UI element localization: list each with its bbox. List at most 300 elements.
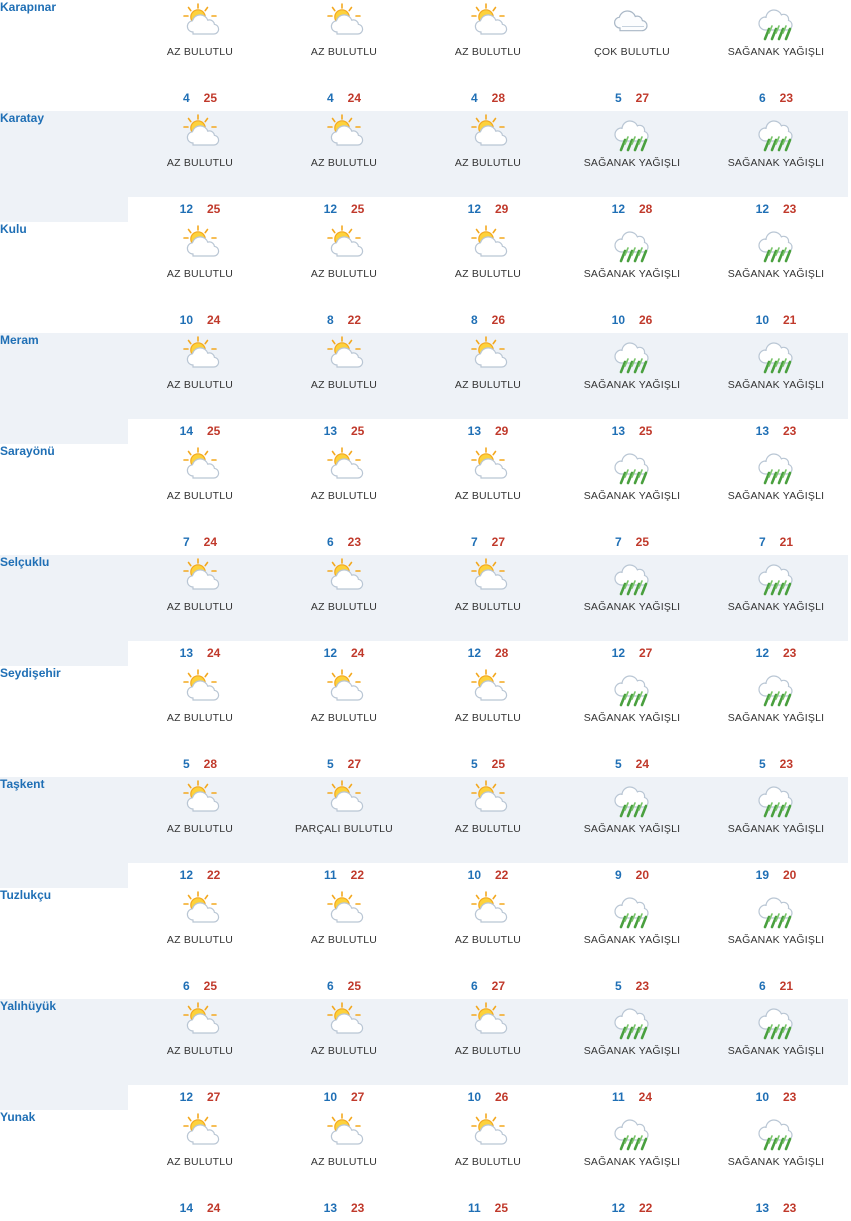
- temperature-cell: [560, 641, 704, 666]
- temperature-cell: [560, 1085, 704, 1110]
- sun-cloud-icon: [128, 999, 272, 1043]
- min-temp: 7: [758, 535, 766, 549]
- condition-label: AZ BULUTLU: [310, 601, 378, 613]
- temperature-cell: [272, 863, 416, 888]
- temperature-cell: [416, 530, 560, 555]
- rain-shower-icon: [560, 999, 704, 1043]
- min-temp: 13: [611, 424, 625, 438]
- min-temp: 8: [470, 313, 478, 327]
- condition-label: AZ BULUTLU: [166, 1156, 234, 1168]
- forecast-cell: [560, 555, 704, 641]
- sun-cloud-icon: [321, 1001, 367, 1041]
- condition-label: AZ BULUTLU: [454, 490, 522, 502]
- sun-cloud-icon: [272, 111, 416, 155]
- min-temp: 10: [467, 1090, 481, 1104]
- sun-cloud-icon: [465, 2, 511, 42]
- sun-cloud-icon: [465, 113, 511, 153]
- rain-shower-icon: [560, 666, 704, 710]
- min-temp: 14: [179, 1201, 193, 1215]
- table-row: [0, 333, 848, 419]
- forecast-cell: [416, 888, 560, 974]
- forecast-cell: [704, 111, 848, 197]
- rain-shower-icon: [704, 666, 848, 710]
- forecast-cell: [416, 666, 560, 752]
- min-temp: 5: [614, 979, 622, 993]
- max-temp: 21: [779, 979, 794, 993]
- condition-label: SAĞANAK YAĞIŞLI: [583, 823, 681, 835]
- forecast-cell: [704, 0, 848, 86]
- forecast-cell: [416, 0, 560, 86]
- min-temp: 7: [470, 535, 478, 549]
- table-row: [0, 555, 848, 641]
- temperature-cell: [416, 197, 560, 222]
- min-temp: 10: [611, 313, 625, 327]
- table-row-temps: [0, 641, 848, 666]
- forecast-cell: [560, 999, 704, 1085]
- temperature-cell: [416, 974, 560, 999]
- condition-label: SAĞANAK YAĞIŞLI: [583, 490, 681, 502]
- condition-label: SAĞANAK YAĞIŞLI: [727, 379, 825, 391]
- forecast-cell: [272, 333, 416, 419]
- sun-cloud-icon: [177, 557, 223, 597]
- sun-cloud-icon: [465, 335, 511, 375]
- max-temp: 27: [635, 91, 650, 105]
- max-temp: 26: [495, 1090, 509, 1104]
- sun-cloud-icon: [465, 557, 511, 597]
- temperature-cell: [704, 530, 848, 555]
- temperature-cell: [560, 863, 704, 888]
- max-temp: 21: [783, 313, 797, 327]
- rain-shower-icon: [704, 333, 848, 377]
- rain-shower-icon: [560, 111, 704, 155]
- rain-shower-icon: [704, 111, 848, 155]
- condition-label: SAĞANAK YAĞIŞLI: [583, 712, 681, 724]
- forecast-cell: [704, 888, 848, 974]
- temperature-cell: [416, 419, 560, 444]
- table-row: [0, 1110, 848, 1196]
- forecast-cell: [560, 333, 704, 419]
- sun-cloud-icon: [272, 888, 416, 932]
- sun-cloud-icon: [465, 1112, 511, 1152]
- temperature-cell: [128, 86, 272, 111]
- min-temp: 10: [755, 313, 769, 327]
- forecast-cell: [416, 555, 560, 641]
- sun-cloud-icon: [272, 1110, 416, 1154]
- max-temp: 25: [203, 91, 218, 105]
- temperature-cell: [272, 752, 416, 777]
- temperature-cell: [560, 1196, 704, 1221]
- cloud-icon: [609, 2, 655, 42]
- forecast-cell: [272, 888, 416, 974]
- rain-shower-icon: [560, 555, 704, 599]
- min-temp: 9: [614, 868, 622, 882]
- forecast-cell: [272, 111, 416, 197]
- max-temp: 25: [207, 202, 221, 216]
- min-temp: 10: [179, 313, 193, 327]
- sun-cloud-icon: [272, 333, 416, 377]
- temperature-cell: [128, 641, 272, 666]
- forecast-cell: [704, 555, 848, 641]
- condition-label: AZ BULUTLU: [166, 1045, 234, 1057]
- forecast-cell: [272, 1110, 416, 1196]
- forecast-cell: [560, 0, 704, 86]
- forecast-cell: [704, 777, 848, 863]
- temperature-cell: [272, 86, 416, 111]
- min-temp: 12: [179, 1090, 193, 1104]
- rain-shower-icon: [704, 222, 848, 266]
- max-temp: 25: [639, 424, 653, 438]
- forecast-cell: [560, 111, 704, 197]
- rain-shower-icon: [609, 1112, 655, 1152]
- forecast-cell: [704, 444, 848, 530]
- rain-shower-icon: [704, 0, 848, 44]
- min-temp: 6: [758, 979, 766, 993]
- condition-label: SAĞANAK YAĞIŞLI: [583, 601, 681, 613]
- city-name[interactable]: Selçuklu: [0, 555, 128, 666]
- rain-shower-icon: [609, 779, 655, 819]
- rain-shower-icon: [609, 335, 655, 375]
- city-name[interactable]: Karapınar: [0, 0, 57, 14]
- sun-cloud-icon: [465, 1001, 511, 1041]
- city-name[interactable]: Tuzlukçu: [0, 888, 52, 902]
- max-temp: 27: [491, 535, 506, 549]
- max-temp: 24: [638, 1090, 653, 1104]
- condition-label: AZ BULUTLU: [310, 934, 378, 946]
- forecast-cell: [560, 444, 704, 530]
- max-temp: 25: [207, 424, 221, 438]
- table-row: [0, 777, 848, 863]
- condition-label: SAĞANAK YAĞIŞLI: [583, 1045, 681, 1057]
- sun-cloud-icon: [465, 779, 511, 819]
- condition-label: AZ BULUTLU: [166, 46, 234, 58]
- temperature-cell: [704, 641, 848, 666]
- max-temp: 24: [207, 1201, 221, 1215]
- sun-cloud-icon: [321, 1112, 367, 1152]
- max-temp: 24: [347, 91, 362, 105]
- max-temp: 23: [783, 646, 797, 660]
- sun-cloud-icon: [177, 446, 223, 486]
- temperature-cell: [704, 1196, 848, 1221]
- forecast-cell: [128, 111, 272, 197]
- forecast-cell: [272, 777, 416, 863]
- sun-cloud-icon: [416, 555, 560, 599]
- max-temp: 25: [203, 979, 218, 993]
- max-temp: 29: [495, 202, 509, 216]
- table-row-temps: [0, 419, 848, 444]
- temperature-cell: [560, 752, 704, 777]
- rain-shower-icon: [753, 1112, 799, 1152]
- condition-label: AZ BULUTLU: [166, 712, 234, 724]
- min-temp: 5: [326, 757, 334, 771]
- max-temp: 24: [203, 535, 218, 549]
- min-temp: 12: [323, 646, 337, 660]
- max-temp: 23: [783, 424, 797, 438]
- temperature-cell: [272, 308, 416, 333]
- min-temp: 13: [755, 424, 769, 438]
- max-temp: 23: [347, 535, 362, 549]
- sun-cloud-icon: [272, 999, 416, 1043]
- condition-label: AZ BULUTLU: [454, 1156, 522, 1168]
- sun-cloud-icon: [321, 335, 367, 375]
- sun-cloud-icon: [177, 1112, 223, 1152]
- max-temp: 23: [783, 1090, 797, 1104]
- rain-shower-icon: [704, 888, 848, 932]
- city-name[interactable]: Karatay: [0, 111, 128, 222]
- sun-cloud-icon: [321, 2, 367, 42]
- condition-label: AZ BULUTLU: [166, 157, 234, 169]
- table-row: [0, 666, 848, 752]
- temperature-cell: [416, 641, 560, 666]
- sun-cloud-icon: [177, 668, 223, 708]
- max-temp: 28: [639, 202, 653, 216]
- forecast-cell: [272, 222, 416, 308]
- min-temp: 6: [470, 979, 478, 993]
- temperature-cell: [128, 974, 272, 999]
- min-temp: 12: [611, 202, 625, 216]
- temperature-cell: [560, 308, 704, 333]
- forecast-cell: [416, 222, 560, 308]
- table-row-temps: [0, 752, 848, 777]
- temperature-cell: [272, 1196, 416, 1221]
- temperature-cell: [416, 1085, 560, 1110]
- sun-cloud-icon: [128, 444, 272, 488]
- rain-shower-icon: [704, 1110, 848, 1154]
- temperature-cell: [128, 530, 272, 555]
- rain-shower-icon: [609, 113, 655, 153]
- forecast-cell: [416, 1110, 560, 1196]
- rain-shower-icon: [753, 446, 799, 486]
- condition-label: AZ BULUTLU: [454, 934, 522, 946]
- rain-shower-icon: [609, 668, 655, 708]
- city-name[interactable]: Yalıhüyük: [0, 999, 128, 1110]
- max-temp: 25: [494, 1201, 509, 1215]
- sun-cloud-icon: [177, 224, 223, 264]
- table-row-temps: [0, 86, 848, 111]
- max-temp: 23: [779, 91, 794, 105]
- condition-label: AZ BULUTLU: [454, 268, 522, 280]
- min-temp: 6: [326, 979, 334, 993]
- condition-label: AZ BULUTLU: [310, 712, 378, 724]
- condition-label: ÇOK BULUTLU: [594, 46, 670, 58]
- min-temp: 5: [614, 757, 622, 771]
- forecast-cell: [128, 0, 272, 86]
- table-row: [0, 444, 848, 530]
- city-name[interactable]: Meram: [0, 333, 128, 444]
- condition-label: AZ BULUTLU: [166, 268, 234, 280]
- temperature-cell: [128, 1196, 272, 1221]
- forecast-cell: [704, 333, 848, 419]
- max-temp: 27: [639, 646, 653, 660]
- max-temp: 24: [351, 646, 365, 660]
- max-temp: 28: [203, 757, 218, 771]
- table-row-temps: [0, 308, 848, 333]
- temperature-cell: [272, 641, 416, 666]
- temperature-cell: [704, 974, 848, 999]
- max-temp: 22: [495, 868, 509, 882]
- city-name[interactable]: Sarayönü: [0, 444, 55, 458]
- rain-shower-icon: [609, 1001, 655, 1041]
- min-temp: 12: [611, 1201, 625, 1215]
- max-temp: 21: [779, 535, 794, 549]
- condition-label: AZ BULUTLU: [454, 601, 522, 613]
- forecast-cell: [128, 333, 272, 419]
- condition-label: SAĞANAK YAĞIŞLI: [583, 1156, 681, 1168]
- sun-cloud-icon: [416, 888, 560, 932]
- rain-shower-icon: [704, 444, 848, 488]
- table-row-temps: [0, 197, 848, 222]
- city-name[interactable]: Taşkent: [0, 777, 128, 888]
- forecast-cell: [704, 1110, 848, 1196]
- condition-label: SAĞANAK YAĞIŞLI: [583, 268, 681, 280]
- max-temp: 22: [639, 1201, 653, 1215]
- condition-label: AZ BULUTLU: [454, 157, 522, 169]
- max-temp: 22: [207, 868, 221, 882]
- min-temp: 6: [182, 979, 190, 993]
- forecast-cell: [560, 1110, 704, 1196]
- sun-cloud-icon: [177, 113, 223, 153]
- sun-cloud-icon: [128, 555, 272, 599]
- forecast-cell: [128, 555, 272, 641]
- sun-cloud-icon: [416, 1110, 560, 1154]
- rain-shower-icon: [560, 777, 704, 821]
- city-name[interactable]: Kulu: [0, 222, 27, 236]
- rain-shower-icon: [704, 999, 848, 1043]
- forecast-cell: [416, 333, 560, 419]
- max-temp: 27: [491, 979, 506, 993]
- temperature-cell: [416, 308, 560, 333]
- temperature-cell: [416, 863, 560, 888]
- temperature-cell: [128, 1085, 272, 1110]
- rain-shower-icon: [609, 224, 655, 264]
- sun-cloud-icon: [177, 335, 223, 375]
- condition-label: SAĞANAK YAĞIŞLI: [583, 157, 681, 169]
- sun-cloud-icon: [416, 111, 560, 155]
- condition-label: AZ BULUTLU: [166, 823, 234, 835]
- min-temp: 10: [755, 1090, 769, 1104]
- min-temp: 12: [179, 202, 193, 216]
- temperature-cell: [704, 1085, 848, 1110]
- temperature-cell: [128, 308, 272, 333]
- temperature-cell: [128, 197, 272, 222]
- forecast-cell: [416, 999, 560, 1085]
- temperature-cell: [272, 419, 416, 444]
- sun-cloud-icon: [416, 666, 560, 710]
- sun-cloud-icon: [465, 224, 511, 264]
- min-temp: 5: [614, 91, 622, 105]
- forecast-cell: [272, 999, 416, 1085]
- min-temp: 11: [467, 1201, 481, 1215]
- sun-cloud-icon: [177, 2, 223, 42]
- sun-cloud-icon: [272, 444, 416, 488]
- min-temp: 14: [179, 424, 193, 438]
- min-temp: 19: [755, 868, 769, 882]
- temperature-cell: [704, 752, 848, 777]
- condition-label: SAĞANAK YAĞIŞLI: [727, 46, 825, 58]
- rain-shower-icon: [753, 890, 799, 930]
- condition-label: AZ BULUTLU: [310, 268, 378, 280]
- sun-cloud-icon: [272, 777, 416, 821]
- condition-label: AZ BULUTLU: [454, 46, 522, 58]
- sun-cloud-icon: [465, 446, 511, 486]
- sun-cloud-icon: [128, 666, 272, 710]
- condition-label: SAĞANAK YAĞIŞLI: [727, 157, 825, 169]
- temperature-cell: [416, 1196, 560, 1221]
- city-name[interactable]: Yunak: [0, 1110, 36, 1124]
- rain-shower-icon: [753, 779, 799, 819]
- min-temp: 13: [755, 1201, 769, 1215]
- max-temp: 20: [783, 868, 797, 882]
- condition-label: AZ BULUTLU: [310, 1156, 378, 1168]
- forecast-cell: [128, 999, 272, 1085]
- condition-label: AZ BULUTLU: [166, 379, 234, 391]
- max-temp: 25: [347, 979, 362, 993]
- temperature-cell: [272, 974, 416, 999]
- sun-cloud-icon: [321, 890, 367, 930]
- forecast-cell: [128, 666, 272, 752]
- city-name[interactable]: Seydişehir: [0, 666, 61, 680]
- min-temp: 12: [755, 646, 769, 660]
- condition-label: SAĞANAK YAĞIŞLI: [727, 268, 825, 280]
- temperature-cell: [128, 863, 272, 888]
- min-temp: 13: [179, 646, 193, 660]
- forecast-cell: [272, 0, 416, 86]
- sun-cloud-icon: [128, 111, 272, 155]
- sun-cloud-icon: [465, 668, 511, 708]
- rain-shower-icon: [560, 888, 704, 932]
- temperature-cell: [128, 419, 272, 444]
- sun-cloud-icon: [177, 1001, 223, 1041]
- condition-label: SAĞANAK YAĞIŞLI: [727, 823, 825, 835]
- table-row-temps: [0, 1196, 848, 1221]
- temperature-cell: [560, 974, 704, 999]
- condition-label: AZ BULUTLU: [310, 1045, 378, 1057]
- condition-label: SAĞANAK YAĞIŞLI: [727, 712, 825, 724]
- sun-cloud-icon: [272, 222, 416, 266]
- condition-label: AZ BULUTLU: [310, 379, 378, 391]
- max-temp: 28: [495, 646, 509, 660]
- min-temp: 12: [467, 646, 481, 660]
- min-temp: 4: [326, 91, 334, 105]
- condition-label: SAĞANAK YAĞIŞLI: [727, 1045, 825, 1057]
- min-temp: 5: [182, 757, 190, 771]
- max-temp: 20: [635, 868, 650, 882]
- table-row: [0, 222, 848, 308]
- max-temp: 27: [351, 1090, 365, 1104]
- max-temp: 27: [347, 757, 362, 771]
- sun-cloud-icon: [321, 224, 367, 264]
- rain-shower-icon: [609, 446, 655, 486]
- max-temp: 25: [351, 202, 365, 216]
- min-temp: 11: [323, 868, 337, 882]
- min-temp: 12: [179, 868, 193, 882]
- condition-label: PARÇALI BULUTLU: [295, 823, 393, 835]
- sun-cloud-icon: [177, 890, 223, 930]
- rain-shower-icon: [560, 444, 704, 488]
- forecast-cell: [128, 888, 272, 974]
- rain-shower-icon: [609, 890, 655, 930]
- rain-shower-icon: [753, 224, 799, 264]
- sun-cloud-icon: [416, 0, 560, 44]
- condition-label: AZ BULUTLU: [454, 379, 522, 391]
- max-temp: 23: [635, 979, 650, 993]
- max-temp: 27: [207, 1090, 221, 1104]
- condition-label: SAĞANAK YAĞIŞLI: [727, 934, 825, 946]
- min-temp: 13: [467, 424, 481, 438]
- min-temp: 12: [323, 202, 337, 216]
- table-row-temps: [0, 1085, 848, 1110]
- max-temp: 26: [639, 313, 653, 327]
- temperature-cell: [272, 197, 416, 222]
